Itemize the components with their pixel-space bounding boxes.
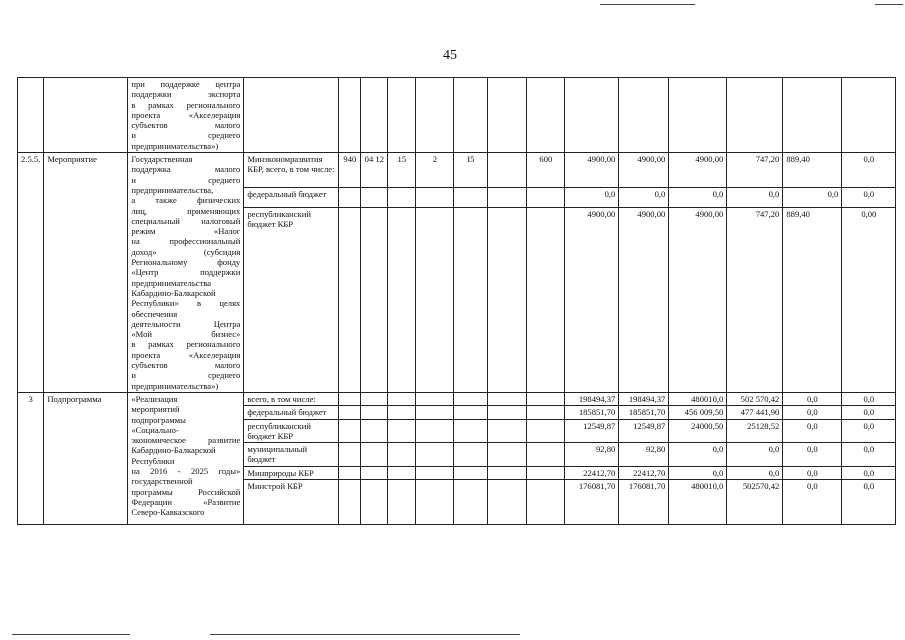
cell-executor: федеральный бюджет (244, 188, 339, 208)
cell-value: 0,0 (783, 443, 842, 467)
cell-number: 2.5.5. (18, 153, 44, 393)
cell-value: 22412,70 (619, 466, 669, 479)
scan-line (12, 634, 130, 635)
description-line: на 2016 - 2025 годы» (131, 465, 241, 476)
cell-description (128, 392, 244, 524)
cell-value: 4900,00 (565, 153, 619, 188)
cell-value: 0,0 (783, 466, 842, 479)
description-line: мероприятий (131, 404, 180, 415)
cell-value: 92,80 (565, 443, 619, 467)
cell-value: 0,0 (669, 188, 727, 208)
cell-value: 0,0 (565, 188, 619, 208)
description-line: Федерации «Развитие (131, 496, 241, 507)
description-line: деятельности Центра (131, 318, 241, 329)
description-line: Кабардино-Балкарской (131, 287, 216, 298)
cell-value: 4900,00 (669, 207, 727, 392)
cell-value: 12549,87 (565, 419, 619, 443)
description-line: «Социально- (131, 424, 179, 435)
description-line: субъектов малого (131, 120, 241, 131)
cell-value: 0,0 (619, 188, 669, 208)
cell-value: 92,80 (619, 443, 669, 467)
cell-value: 0,0 (842, 392, 896, 405)
scan-line (210, 634, 520, 635)
cell-executor: республиканский бюджет КБР (244, 419, 339, 443)
description-line: и среднего (131, 174, 241, 185)
cell-value: 0,0 (842, 188, 896, 208)
cell-vr: 600 (527, 153, 565, 188)
program-table (17, 77, 896, 525)
scan-line (600, 4, 695, 5)
cell-value: 0,0 (842, 479, 896, 524)
description-line: Региональному фонду (131, 257, 241, 268)
cell-value: 0,0 (842, 419, 896, 443)
cell-value: 198494,37 (565, 392, 619, 405)
cell-value: 502 570,42 (727, 392, 783, 405)
description-line: лиц, применяющих (131, 205, 241, 216)
description-line: «Реализация (131, 393, 178, 404)
cell-value: 0,0 (727, 466, 783, 479)
description-line: «Мой бизнес» (131, 329, 241, 340)
description-line: предпринимательства») (131, 140, 219, 151)
cell-value: 0,0 (727, 188, 783, 208)
description-line: Республики (131, 455, 175, 466)
description-line: предпринимательства») (131, 380, 219, 391)
cell-value: 0,00 (842, 207, 896, 392)
cell-value: 889,40 (783, 207, 842, 392)
cell-value: 0,0 (783, 406, 842, 419)
cell-value: 0,0 (842, 406, 896, 419)
description-line: программы Российской (131, 486, 241, 497)
description-line: субъектов малого (131, 360, 241, 371)
table-row-continuation (18, 78, 896, 153)
cell-value: 0,0 (669, 466, 727, 479)
description-line: а также физических (131, 195, 241, 206)
description-line: Республики» в целях (131, 298, 241, 309)
description-line: проекта «Акселерация (131, 109, 241, 120)
cell-value: 185851,70 (619, 406, 669, 419)
cell-executor: Минстрой КБР (244, 479, 339, 524)
cell-type: Подпрограмма (44, 392, 128, 524)
cell-value: 477 441,90 (727, 406, 783, 419)
cell-value: 480010,0 (669, 479, 727, 524)
description-line: в рамках регионального (131, 99, 241, 110)
cell-description (128, 153, 244, 393)
cell-rzpr: 04 12 (361, 153, 388, 188)
cell-value: 456 009,50 (669, 406, 727, 419)
cell-grbs: 940 (339, 153, 361, 188)
cell-value: 747,20 (727, 207, 783, 392)
cell-value: 4900,00 (669, 153, 727, 188)
description-line: при поддержке центра (131, 79, 241, 89)
cell-cs3: I5 (454, 153, 488, 188)
description-line: проекта «Акселерация (131, 349, 241, 360)
cell-value: 4900,00 (619, 207, 669, 392)
cell-cs4 (488, 153, 527, 188)
cell-value: 747,20 (727, 153, 783, 188)
description-line: государственной (131, 476, 193, 487)
cell-value: 0,0 (783, 419, 842, 443)
cell-cs2: 2 (416, 153, 454, 188)
description-line: обеспечения (131, 308, 178, 319)
cell-value: 4900,00 (565, 207, 619, 392)
description-line: поддержка малого (131, 164, 241, 175)
cell-executor: всего, в том числе: (244, 392, 339, 405)
cell-number (18, 78, 44, 153)
cell-executor (244, 78, 339, 153)
cell-type (44, 78, 128, 153)
description-line: специальный налоговый (131, 215, 241, 226)
cell-value: 502570,42 (727, 479, 783, 524)
cell-value: 4900,00 (619, 153, 669, 188)
cell-value: 480010,0 (669, 392, 727, 405)
cell-value: 25128,52 (727, 419, 783, 443)
cell-value: 0,0 (783, 479, 842, 524)
description-line: и среднего (131, 130, 241, 141)
cell-value: 176081,70 (619, 479, 669, 524)
cell-type: Мероприятие (44, 153, 128, 393)
page-number: 45 (443, 48, 457, 63)
cell-value: 0,0 (783, 392, 842, 405)
description-line: Северо-Кавказского (131, 507, 205, 518)
description-line: Государственная (131, 154, 193, 165)
cell-value: 24000,50 (669, 419, 727, 443)
cell-description (128, 78, 244, 153)
description-line: доход» (субсидия (131, 246, 241, 257)
scan-line (875, 4, 903, 5)
cell-value: 0,0 (669, 443, 727, 467)
table-row-3 (18, 392, 896, 405)
description-line: Кабардино-Балкарской (131, 445, 216, 456)
cell-value: 0,0 (727, 443, 783, 467)
description-line: в рамках регионального (131, 339, 241, 350)
description-line: поддержки экспорта (131, 89, 241, 100)
cell-value: 889,40 (783, 153, 842, 188)
description-line: режим «Налог (131, 226, 241, 237)
description-line: на профессиональный (131, 236, 241, 247)
cell-value: 0,0 (842, 153, 896, 188)
cell-executor: Минэкономразвития КБР, всего, в том числе: (244, 153, 339, 188)
cell-cs1: 15 (388, 153, 416, 188)
cell-executor: Минприроды КБР (244, 466, 339, 479)
description-line: подпрограммы (131, 414, 186, 425)
cell-executor: муниципальный бюджет (244, 443, 339, 467)
cell-value: 198494,37 (619, 392, 669, 405)
description-line: экономическое развитие (131, 435, 241, 446)
description-line: «Центр поддержки (131, 267, 241, 278)
cell-value: 0,0 (842, 466, 896, 479)
cell-value: 0,0 (842, 443, 896, 467)
description-line: предпринимательства, (131, 184, 214, 195)
description-line: и среднего (131, 370, 241, 381)
cell-value: 12549,87 (619, 419, 669, 443)
cell-value: 22412,70 (565, 466, 619, 479)
cell-executor: республиканский бюджет КБР (244, 207, 339, 392)
cell-value: 0,0 (783, 188, 842, 208)
cell-value: 185851,70 (565, 406, 619, 419)
description-line: предпринимательства (131, 277, 212, 288)
cell-executor: федеральный бюджет (244, 406, 339, 419)
cell-value: 176081,70 (565, 479, 619, 524)
cell-number: 3 (18, 392, 44, 524)
table-row-2-5-5 (18, 153, 896, 188)
